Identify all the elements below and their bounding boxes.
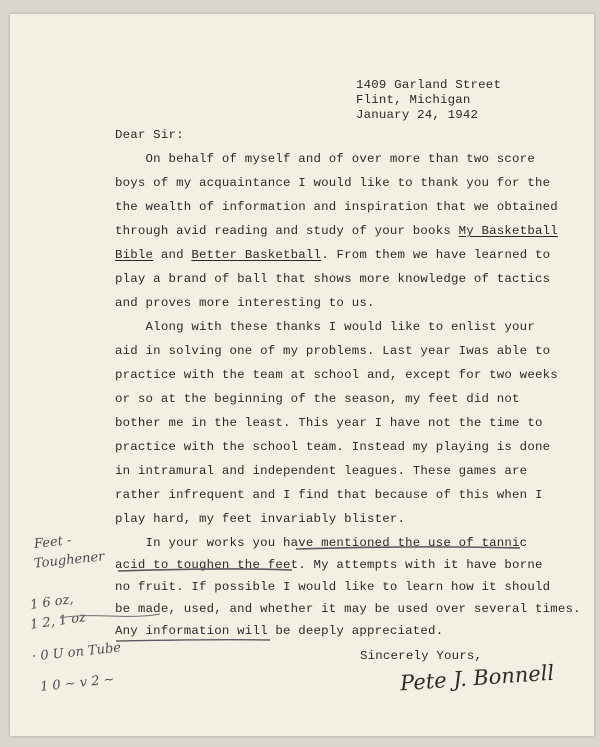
paragraph-1-line: and proves more interesting to us. — [115, 296, 375, 310]
text-run: through avid reading and study of your books — [115, 224, 459, 238]
pencil-flourish — [60, 614, 160, 618]
paragraph-3-line: no fruit. If possible I would like to learn how it should — [115, 580, 551, 594]
paragraph-1-line: boys of my acquaintance I would like to thank you for the — [115, 176, 551, 190]
pencil-underline-tannic — [296, 547, 520, 549]
address-city: Flint, Michigan — [356, 93, 471, 107]
paragraph-2-line: rather infrequent and I find that because of this when I — [115, 488, 543, 502]
pencil-underline-information — [116, 640, 270, 641]
paragraph-3-line: Any information will be deeply appreciated. — [115, 624, 444, 638]
paragraph-2-line: in intramural and independent leagues. These games are — [115, 464, 528, 478]
margin-note: 1 2, 1 oz — [29, 610, 87, 633]
paragraph-2-line: bother me in the least. This year I have not the time to — [115, 416, 543, 430]
text-run: . From them we have learned to — [321, 248, 551, 262]
closing: Sincerely Yours, — [360, 649, 483, 663]
paragraph-2-line: practice with the team at school and, except for two weeks — [115, 368, 558, 382]
signature: Pete J. Bonnell — [399, 660, 555, 696]
paragraph-3-line: be made, used, and whether it may be used over several times. — [115, 602, 581, 616]
text-run: and — [153, 248, 192, 262]
margin-note: 1 6 oz, — [29, 592, 75, 613]
paragraph-1-line: On behalf of myself and of over more than two score — [115, 152, 535, 166]
address-street: 1409 Garland Street — [356, 78, 502, 92]
salutation: Dear Sir: — [115, 128, 184, 142]
book-title-2: Better Basketball — [191, 248, 322, 262]
margin-note: 1 0 ~ v 2 ~ — [39, 672, 116, 695]
pencil-underline-toughen — [118, 569, 292, 571]
paragraph-2-line: or so at the beginning of the season, my feet did not — [115, 392, 520, 406]
margin-note: Feet - — [33, 533, 73, 552]
paragraph-2-line: aid in solving one of my problems. Last year Iwas able to — [115, 344, 551, 358]
paragraph-2-line: practice with the school team. Instead my playing is done — [115, 440, 551, 454]
paragraph-2-line: play hard, my feet invariably blister. — [115, 512, 406, 526]
margin-note: Toughener — [33, 549, 106, 572]
margin-note: · 0 U on Tube — [31, 640, 122, 665]
paragraph-3-line: acid to toughen the feet. My attempts with it have borne — [115, 558, 543, 572]
paragraph-3-line: In your works you have mentioned the use of tannic — [115, 536, 528, 550]
paragraph-1-line: play a brand of ball that shows more knowledge of tactics — [115, 272, 551, 286]
book-title-1: My Basketball — [458, 224, 558, 238]
book-title-1-end: Bible — [115, 248, 154, 262]
letter-date: January 24, 1942 — [356, 108, 479, 122]
paragraph-2-line: Along with these thanks I would like to enlist your — [115, 320, 535, 334]
paragraph-1-line: the wealth of information and inspiration that we obtained — [115, 200, 558, 214]
